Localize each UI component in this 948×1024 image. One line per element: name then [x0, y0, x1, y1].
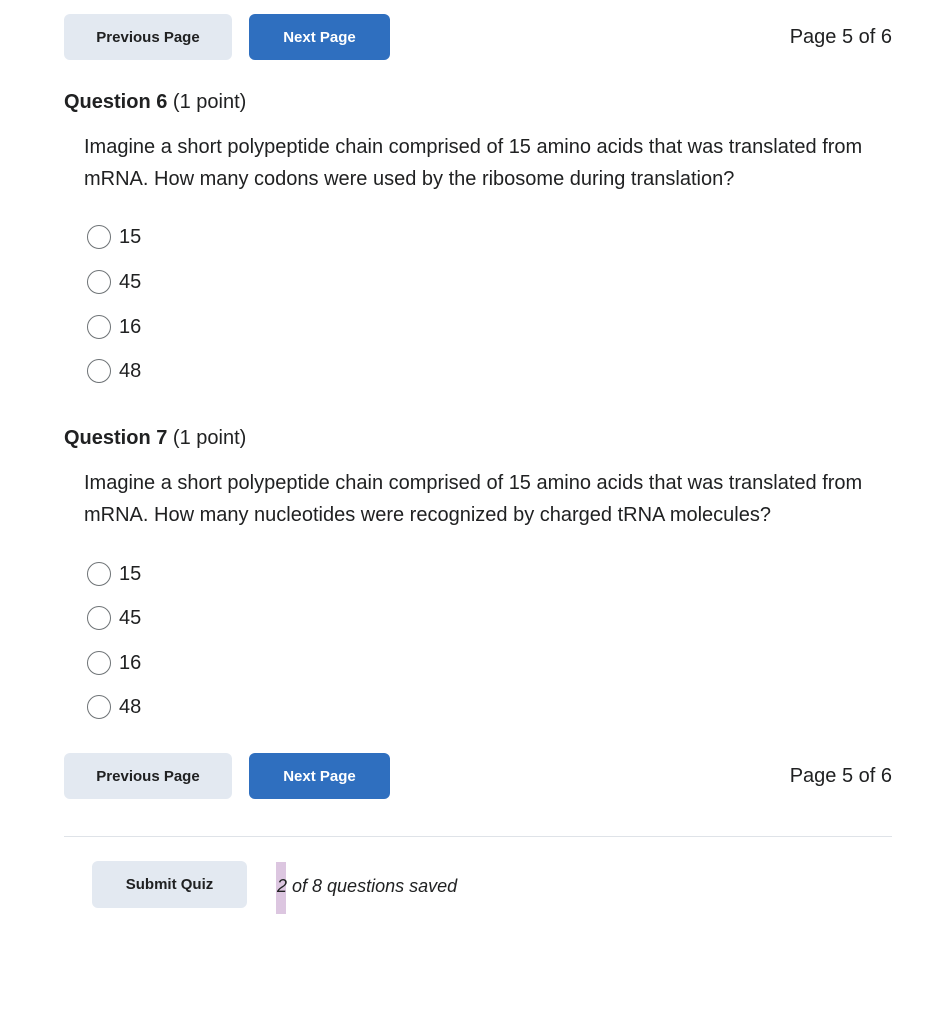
question-7-option[interactable] [87, 648, 141, 678]
radio-button[interactable] [87, 225, 111, 249]
radio-button[interactable] [87, 270, 111, 294]
question-7-option[interactable] [87, 692, 141, 722]
option-label: 45 [119, 606, 142, 629]
next-page-button[interactable]: Next Page [249, 753, 390, 799]
option-label: 16 [119, 651, 142, 674]
radio-button[interactable] [87, 606, 111, 630]
top-navigation [64, 14, 892, 62]
radio-button[interactable] [87, 562, 111, 586]
radio-button[interactable] [87, 651, 111, 675]
option-label: 45 [119, 270, 142, 293]
question-points: (1 point) [172, 427, 247, 449]
previous-page-button[interactable]: Previous Page [64, 753, 232, 799]
page-indicator: Page 5 of 6 [789, 26, 892, 48]
divider [64, 836, 892, 837]
bottom-navigation [64, 753, 892, 801]
question-points: (1 point) [172, 91, 247, 113]
question-title: Question 6 [64, 91, 168, 113]
question-6-option[interactable] [87, 356, 141, 386]
question-7-text: Imagine a short polypeptide chain comprised of 15 amino acids that was translated from mRNA. How many nucleotides were recognized by charged tRNA molecules? [84, 472, 863, 526]
option-label: 15 [119, 562, 142, 585]
submit-quiz-button[interactable]: Submit Quiz [92, 861, 247, 908]
option-label: 16 [119, 315, 142, 338]
radio-button[interactable] [87, 695, 111, 719]
previous-page-button[interactable]: Previous Page [64, 14, 232, 60]
question-6-text: Imagine a short polypeptide chain comprised of 15 amino acids that was translated from mRNA. How many codons were used by the ribosome during translation? [84, 136, 863, 190]
saved-status-text: 2 of 8 questions saved [277, 876, 458, 896]
question-7-heading [64, 427, 246, 450]
option-label: 48 [119, 695, 142, 718]
question-6-option[interactable] [87, 267, 141, 297]
page-indicator: Page 5 of 6 [789, 765, 892, 787]
question-6-option[interactable] [87, 222, 141, 252]
radio-button[interactable] [87, 359, 111, 383]
next-page-button[interactable]: Next Page [249, 14, 390, 60]
option-label: 48 [119, 359, 142, 382]
radio-button[interactable] [87, 315, 111, 339]
question-6-option[interactable] [87, 312, 141, 342]
question-7-option[interactable] [87, 559, 141, 589]
question-title: Question 7 [64, 427, 168, 449]
question-6-heading [64, 91, 246, 114]
question-7-option[interactable] [87, 603, 141, 633]
option-label: 15 [119, 225, 142, 248]
